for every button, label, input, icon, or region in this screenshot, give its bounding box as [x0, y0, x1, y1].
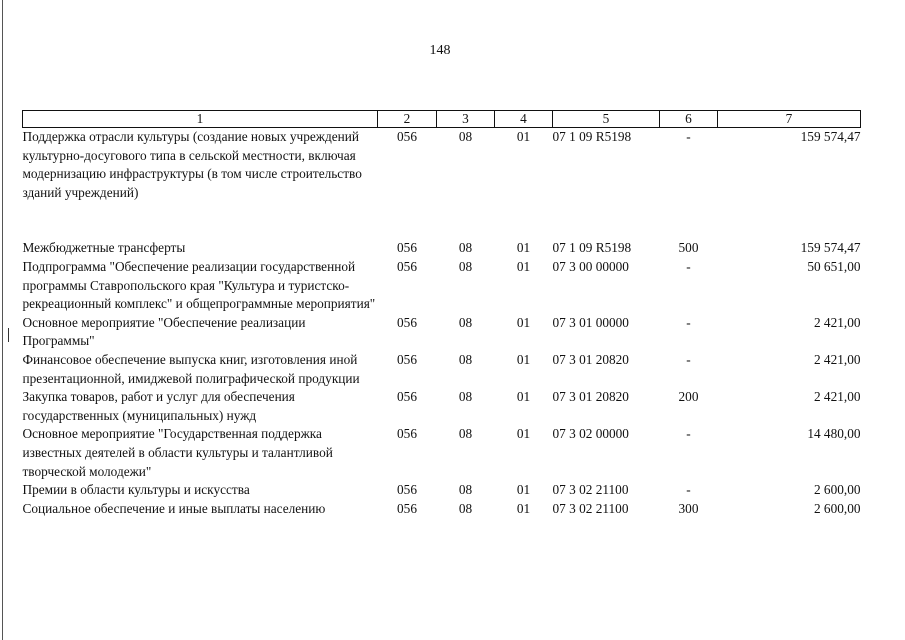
scan-edge-line — [2, 0, 3, 640]
row-subsection-code: 01 — [516, 500, 531, 516]
row-amount: 2 600,00 — [813, 482, 861, 498]
table-row — [23, 500, 861, 519]
row-ministry-code: 056 — [397, 240, 417, 256]
row-target-code: 07 3 02 00000 — [552, 426, 629, 442]
row-subsection-code: 01 — [516, 482, 531, 498]
row-subsection-code: 01 — [516, 351, 531, 367]
row-ministry-code: 056 — [397, 426, 417, 442]
row-section-code: 08 — [458, 129, 473, 144]
row-ministry-code: 056 — [397, 351, 417, 367]
row-target-code: 07 3 01 20820 — [552, 351, 629, 367]
row-amount: 2 421,00 — [813, 389, 861, 405]
scan-margin-mark — [8, 328, 9, 342]
table-row — [23, 314, 861, 351]
row-name: Подпрограмма "Обеспечение реализации государственной программы Ставропольского края "Культура и туристско-рекреационный комплекс" и общепрограммные мероприятия" — [22, 258, 376, 312]
row-name: Межбюджетные трансферты — [22, 240, 186, 256]
row-section-code: 08 — [458, 314, 473, 330]
row-ministry-code: 056 — [397, 389, 417, 405]
row-amount: 2 421,00 — [813, 351, 861, 367]
row-expense-type: - — [686, 426, 691, 442]
table-row — [23, 239, 861, 258]
row-expense-type: 500 — [678, 240, 699, 256]
row-section-code: 08 — [458, 351, 473, 367]
budget-table — [22, 110, 861, 518]
table-header-row — [23, 111, 861, 128]
row-expense-type: - — [686, 351, 691, 367]
row-expense-type: - — [686, 482, 691, 498]
row-expense-type: - — [686, 258, 691, 274]
row-name: Финансовое обеспечение выпуска книг, изготовления иной презентационной, имиджевой полиграфической продукции — [22, 351, 360, 386]
table-spacer-row — [23, 202, 861, 239]
row-expense-type: - — [686, 129, 691, 144]
table-row — [23, 425, 861, 481]
row-target-code: 07 3 02 21100 — [552, 500, 629, 516]
row-amount: 159 574,47 — [800, 240, 861, 256]
row-name: Основное мероприятие "Обеспечение реализации Программы" — [22, 314, 306, 349]
row-expense-type: 200 — [678, 389, 699, 405]
column-header-4: 4 — [495, 111, 553, 128]
row-expense-type: - — [686, 314, 691, 330]
row-ministry-code: 056 — [397, 314, 417, 330]
row-subsection-code: 01 — [516, 240, 531, 256]
row-target-code: 07 1 09 R5198 — [552, 240, 632, 256]
table-row — [23, 481, 861, 500]
row-name: Основное мероприятие "Государственная поддержка известных деятелей в области культуры и талантливой творческой молодежи" — [22, 426, 333, 479]
row-section-code: 08 — [458, 258, 473, 274]
spacer-cell — [23, 202, 861, 239]
column-header-6: 6 — [660, 111, 718, 128]
column-header-7: 7 — [718, 111, 861, 128]
row-section-code: 08 — [458, 426, 473, 442]
row-section-code: 08 — [458, 389, 473, 405]
row-amount: 14 480,00 — [807, 426, 861, 442]
row-ministry-code: 056 — [397, 129, 417, 144]
table-row — [23, 351, 861, 388]
column-header-5: 5 — [553, 111, 660, 128]
row-subsection-code: 01 — [516, 426, 531, 442]
row-subsection-code: 01 — [516, 314, 531, 330]
row-amount: 2 421,00 — [813, 314, 861, 330]
row-target-code: 07 3 01 20820 — [552, 389, 629, 405]
table-row — [23, 128, 861, 203]
row-name: Премии в области культуры и искусства — [22, 482, 250, 498]
row-section-code: 08 — [458, 240, 473, 256]
row-ministry-code: 056 — [397, 500, 417, 516]
row-section-code: 08 — [458, 500, 473, 516]
column-header-2: 2 — [378, 111, 437, 128]
row-name: Закупка товаров, работ и услуг для обеспечения государственных (муниципальных) нужд — [22, 389, 295, 423]
row-amount: 2 600,00 — [813, 500, 861, 516]
row-subsection-code: 01 — [516, 129, 531, 144]
table-row — [23, 388, 861, 425]
row-section-code: 08 — [458, 482, 473, 498]
row-target-code: 07 1 09 R5198 — [552, 129, 632, 144]
row-subsection-code: 01 — [516, 389, 531, 405]
row-amount: 159 574,47 — [800, 129, 861, 144]
row-target-code: 07 3 02 21100 — [552, 482, 629, 498]
page-number: 148 — [429, 43, 451, 58]
row-expense-type: 300 — [678, 500, 699, 516]
column-header-3: 3 — [437, 111, 495, 128]
row-amount: 50 651,00 — [807, 258, 861, 274]
row-target-code: 07 3 01 00000 — [552, 314, 629, 330]
row-subsection-code: 01 — [516, 258, 531, 274]
row-ministry-code: 056 — [397, 482, 417, 498]
row-name: Социальное обеспечение и иные выплаты населению — [22, 500, 326, 516]
row-name: Поддержка отрасли культуры (создание новых учреждений культурно-досугового типа в сельской местности, включая модернизацию инфраструктуры (в том числе строительство зданий учреждений) — [22, 129, 362, 200]
table-row — [23, 258, 861, 314]
row-target-code: 07 3 00 00000 — [552, 258, 629, 274]
row-ministry-code: 056 — [397, 258, 417, 274]
column-header-1: 1 — [23, 111, 378, 128]
